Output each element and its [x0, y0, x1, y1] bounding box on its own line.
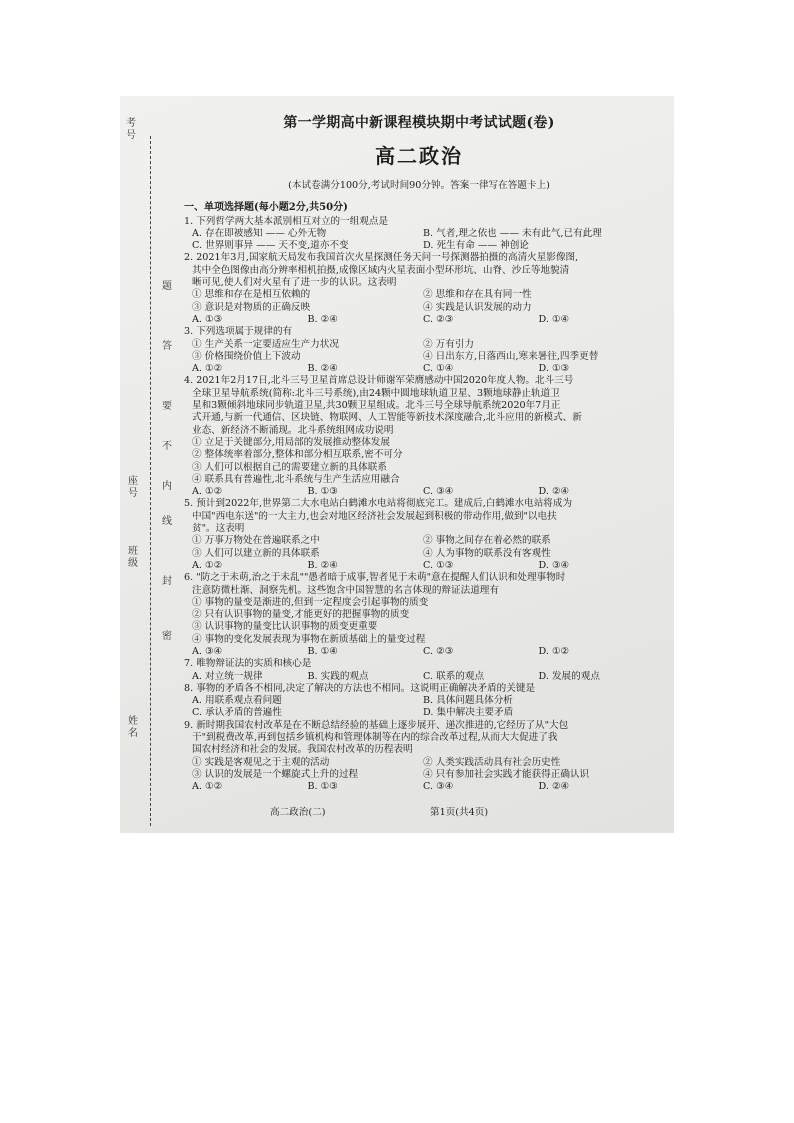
answer-option: C. 承认矛盾的普遍性: [192, 707, 282, 719]
question-stem: 国农村经济和社会的发展。我国农村改革的历程表明: [192, 744, 413, 756]
question-stem: 其中全色图像由高分辨率相机拍摄,成像区域内火星表面小型环形坑、山脊、沙丘等地貌清: [192, 264, 570, 276]
statement-item: ① 立足于关键部分,用局部的发展推动整体发展: [192, 436, 390, 448]
margin-label: 考号: [126, 118, 136, 141]
footer-subject: 高二政治(二): [270, 807, 326, 818]
option-row: [184, 781, 654, 793]
question-list: [184, 216, 654, 794]
statement-row: [184, 769, 654, 781]
option-row: [184, 486, 654, 498]
answer-option: B. ②④: [307, 559, 338, 571]
question-stem: 中国"西电东送"的一大主力,也会对地区经济社会发展起到积极的带动作用,做到"以电扶: [192, 510, 557, 522]
answer-option: D. 集中解决主要矛盾: [423, 707, 514, 719]
seal-line: [150, 136, 151, 826]
question-stem: 7. 唯物辩证法的实质和核心是: [184, 658, 312, 670]
option-row: [184, 671, 654, 683]
answer-option: C. ①④: [423, 363, 454, 375]
answer-option: A. 对立统一规律: [192, 670, 263, 682]
statement-item: ④ 只有参加社会实践才能获得正确认识: [423, 768, 590, 780]
question-7: [184, 658, 654, 683]
statement-item: ③ 意识是对物质的正确反映: [192, 301, 311, 313]
statement-item: ② 只有认识事物的量变,才能更好的把握事物的质变: [192, 609, 410, 621]
answer-option: A. ①②: [192, 363, 223, 375]
exam-instructions: (本试卷满分100分,考试时间90分钟。答案一律写在答题卡上): [288, 180, 550, 191]
statement-item: ② 整体统率着部分,整体和部分相互联系,密不可分: [192, 449, 403, 461]
statement-item: ③ 人们可以建立新的具体联系: [192, 547, 320, 559]
answer-option: D. 发展的观点: [538, 670, 600, 682]
option-row: [184, 363, 654, 375]
option-row: [184, 646, 654, 658]
margin-label: 座号: [128, 476, 138, 499]
question-6: [184, 572, 654, 658]
question-stem: 干"到税费改革,再到包括乡镇机构和管理体制等在内的综合改革过程,从而大大促进了我: [192, 732, 558, 744]
option-row: [184, 314, 654, 326]
statement-item: ④ 人为事物的联系没有客观性: [423, 547, 551, 559]
answer-option: A. ③④: [192, 645, 223, 657]
question-3: [184, 326, 654, 375]
statement-row: [184, 302, 654, 314]
question-stem: 贫"。这表明: [192, 523, 245, 535]
statement-row: [184, 339, 654, 351]
answer-option: D. ①③: [538, 363, 570, 375]
statement-item: ③ 价格围绕价值上下波动: [192, 350, 301, 362]
section-heading: 一、单项选择题(每小题2分,共50分): [184, 202, 348, 214]
margin-label: 题: [162, 281, 172, 292]
statement-row: [184, 351, 654, 363]
answer-option: C. 联系的观点: [423, 670, 485, 682]
answer-option: B. ②④: [307, 313, 338, 325]
question-stem: 业态、新经济不断涌现。北斗系统组网成功说明: [192, 424, 394, 436]
answer-option: B. ①③: [307, 486, 338, 498]
statement-row: [184, 548, 654, 560]
answer-option: A. ①②: [192, 486, 223, 498]
binding-margin: [120, 96, 182, 833]
question-stem: 9. 新时期我国农村改革是在不断总结经验的基础上逐步展开、递次推进的,它经历了从"大包: [184, 719, 569, 731]
answer-option: C. ②③: [423, 313, 454, 325]
question-stem: 8. 事物的矛盾各不相同,决定了解决的方法也不相同。这说明正确解决矛盾的关键是: [184, 682, 536, 694]
statement-item: ① 事物的量变是渐进的,但到一定程度会引起事物的质变: [192, 596, 429, 608]
question-stem: 全球卫星导航系统(简称:北斗三号系统),由24颗中圆地球轨道卫星、3颗地球静止轨道卫: [192, 387, 560, 399]
answer-option: B. ①③: [307, 781, 338, 793]
question-stem: 晰可见,使人们对火星有了进一步的认识。这表明: [192, 277, 397, 289]
answer-option: A. ①②: [192, 781, 223, 793]
margin-label: 不: [162, 441, 172, 452]
answer-option: D. ②④: [538, 781, 570, 793]
question-1: [184, 216, 654, 253]
scanned-exam-photo: [120, 96, 674, 833]
statement-row: [184, 289, 654, 301]
answer-option: A. ①③: [192, 313, 223, 325]
statement-item: ② 思维和存在具有同一性: [423, 289, 532, 301]
statement-item: ② 人类实践活动具有社会历史性: [423, 756, 561, 768]
margin-label: 姓名: [128, 716, 138, 739]
question-4: [184, 375, 654, 498]
question-stem: 式开通,与新一代通信、区块链、物联网、人工智能等新技术深度融合,北斗应用的新模式、新: [192, 412, 582, 424]
answer-option: D. 死生有命 —— 神创论: [423, 240, 529, 252]
statement-item: ④ 实践是认识发展的动力: [423, 301, 532, 313]
answer-option: D. ①②: [538, 645, 570, 657]
statement-item: ① 生产关系一定要适应生产力状况: [192, 338, 339, 350]
statement-row: [184, 757, 654, 769]
question-stem: 6. "防之于未萌,治之于未乱""愚者暗于成事,智者见于未萌"意在提醒人们认识和处理事物时: [184, 572, 566, 584]
statement-item: ② 事物之间存在着必然的联系: [423, 535, 551, 547]
statement-item: ④ 日出东方,日落西山,寒来暑往,四季更替: [423, 350, 599, 362]
statement-item: ① 思维和存在是相互依赖的: [192, 289, 311, 301]
statement-item: ① 万事万物处在普遍联系之中: [192, 535, 320, 547]
answer-option: C. ③④: [423, 781, 454, 793]
statement-item: ③ 人们可以根据自己的需要建立新的具体联系: [192, 461, 387, 473]
answer-option: A. 存在即被感知 —— 心外无物: [192, 227, 327, 239]
answer-option: C. ①③: [423, 559, 454, 571]
answer-option: B. ①④: [307, 645, 338, 657]
statement-item: ④ 事物的变化发展表现为事物在新质基础上的量变过程: [192, 633, 426, 645]
statement-item: ④ 联系具有普遍性,北斗系统与生产生活应用融合: [192, 473, 400, 485]
margin-label: 答: [162, 341, 172, 352]
margin-label: 线: [162, 516, 172, 527]
option-row: [184, 707, 654, 719]
answer-option: A. 用联系观点看问题: [192, 695, 282, 707]
option-row: [184, 240, 654, 252]
margin-label: 要: [162, 401, 172, 412]
margin-label: 封: [162, 576, 172, 587]
question-stem: 2. 2021年3月,国家航天局发布我国首次火星探测任务天问一号探测器拍摄的高清火星影像图,: [184, 252, 579, 264]
answer-option: C. ②③: [423, 645, 454, 657]
answer-option: C. ③④: [423, 486, 454, 498]
exam-page: [184, 108, 654, 794]
question-stem: 4. 2021年2月17日,北斗三号卫星首席总设计师谢军荣膺感动中国2020年度人物。北斗三号: [184, 375, 574, 387]
answer-option: D. ②④: [538, 486, 570, 498]
answer-option: B. 实践的观点: [307, 670, 369, 682]
question-stem: 3. 下列选项属于规律的有: [184, 326, 293, 338]
exam-subject: 高二政治: [375, 144, 463, 168]
exam-title: 第一学期高中新课程模块期中考试试题(卷): [283, 115, 555, 131]
answer-option: B. 气者,理之依也 —— 未有此气,已有此理: [423, 227, 602, 239]
option-row: [184, 228, 654, 240]
footer-page-number: 第1页(共4页): [430, 807, 489, 818]
answer-option: D. ①④: [538, 313, 570, 325]
answer-option: B. 具体问题具体分析: [423, 695, 513, 707]
margin-label: 内: [162, 481, 172, 492]
margin-label: 密: [162, 631, 172, 642]
statement-item: ① 实践是客观见之于主观的活动: [192, 756, 330, 768]
question-stem: 星和3颗倾斜地球同步轨道卫星,共30颗卫星组成。北斗三号全球导航系统2020年7月正: [192, 400, 561, 412]
option-row: [184, 560, 654, 572]
question-2: [184, 252, 654, 326]
question-8: [184, 683, 654, 720]
answer-option: B. ②④: [307, 363, 338, 375]
statement-item: ③ 认识的发展是一个螺旋式上升的过程: [192, 768, 359, 780]
question-5: [184, 498, 654, 572]
answer-option: A. ①②: [192, 559, 223, 571]
statement-item: ③ 认识事物的量变比认识事物的质变更重要: [192, 621, 378, 633]
question-stem: 1. 下列哲学两大基本派别相互对立的一组观点是: [184, 215, 389, 227]
margin-label: 班级: [128, 546, 138, 569]
answer-option: D. ③④: [538, 559, 570, 571]
answer-option: C. 世界则事异 —— 天不变,道亦不变: [192, 240, 349, 252]
statement-row: [184, 535, 654, 547]
question-stem: 注意防微杜渐、洞察先机。这些饱含中国智慧的名言体现的辩证法道理有: [192, 584, 499, 596]
question-9: [184, 720, 654, 794]
question-stem: 5. 预计到2022年,世界第二大水电站白鹤滩水电站将彻底完工。建成后,白鹤滩水电站将成为: [184, 498, 573, 510]
statement-item: ② 万有引力: [423, 338, 475, 350]
option-row: [184, 695, 654, 707]
